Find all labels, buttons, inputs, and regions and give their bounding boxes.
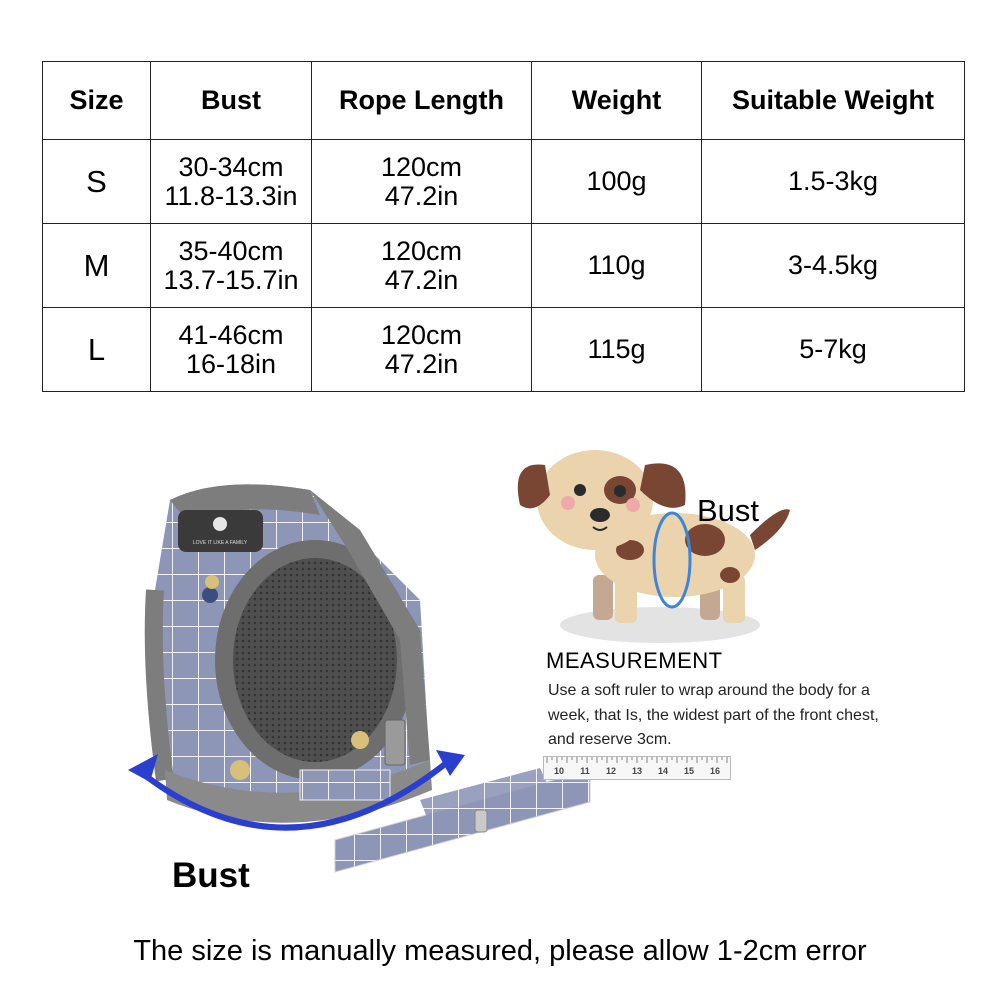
- rope-cm: 120cm: [380, 319, 463, 350]
- bust-cell: [151, 308, 312, 392]
- header-suitable-weight: Suitable Weight: [702, 62, 965, 140]
- rope-cell: [312, 224, 532, 308]
- bust-in: 11.8-13.3in: [164, 180, 298, 211]
- size-cell: S: [43, 140, 151, 224]
- ruler-tick-label: 13: [631, 766, 643, 776]
- arrow-head-left-icon: [128, 754, 158, 782]
- rope-cell: [312, 140, 532, 224]
- table-header-row: [43, 62, 965, 140]
- rope-in: 47.2in: [384, 264, 459, 295]
- size-cell: L: [43, 308, 151, 392]
- measurement-instructions: Use a soft ruler to wrap around the body for a week, that Is, the widest part of the front chest, and reserve 3cm.: [548, 682, 879, 748]
- suitable-weight-cell: 1.5-3kg: [702, 140, 965, 224]
- rope-in: 47.2in: [384, 348, 459, 379]
- ruler-tick-label: 10: [553, 766, 565, 776]
- ruler-icon: [543, 756, 731, 780]
- ruler-tick-label: 16: [709, 766, 721, 776]
- bust-cm: 41-46cm: [178, 319, 284, 350]
- header-size: Size: [43, 62, 151, 140]
- paw-icon: [213, 517, 227, 531]
- rope-cm: 120cm: [380, 235, 463, 266]
- weight-cell: 115g: [532, 308, 702, 392]
- size-table: [42, 61, 965, 392]
- rope-in: 47.2in: [384, 180, 459, 211]
- bust-cell: [151, 140, 312, 224]
- bust-cell: [151, 224, 312, 308]
- suitable-weight-cell: 5-7kg: [702, 308, 965, 392]
- rope-cell: [312, 308, 532, 392]
- table-row: [43, 224, 965, 308]
- arrow-head-right-icon: [436, 750, 465, 776]
- bust-in: 13.7-15.7in: [163, 264, 299, 295]
- table-row: [43, 140, 965, 224]
- bust-cm: 30-34cm: [178, 151, 284, 182]
- ruler-tick-label: 12: [605, 766, 617, 776]
- measurement-title: MEASUREMENT: [546, 648, 723, 673]
- table-row: [43, 308, 965, 392]
- bust-cm: 35-40cm: [178, 235, 284, 266]
- ruler-tick-label: 15: [683, 766, 695, 776]
- dog-illustration: [505, 435, 805, 650]
- weight-cell: 110g: [532, 224, 702, 308]
- header-rope-length: Rope Length: [312, 62, 532, 140]
- bust-label: Bust: [172, 856, 250, 895]
- ruler-tick-label: 11: [580, 766, 590, 776]
- header-bust: Bust: [151, 62, 312, 140]
- harness-vest: [154, 484, 432, 822]
- weight-cell: 100g: [532, 140, 702, 224]
- harness-badge-text: LOVE IT LIKE A FAMILY: [192, 540, 248, 546]
- bust-in: 16-18in: [185, 348, 277, 379]
- suitable-weight-cell: 3-4.5kg: [702, 224, 965, 308]
- dog-bust-label: Bust: [697, 493, 760, 528]
- footer-note: The size is manually measured, please allow 1-2cm error: [133, 935, 867, 967]
- header-weight: Weight: [532, 62, 702, 140]
- size-cell: M: [43, 224, 151, 308]
- ruler-tick-label: 14: [657, 766, 669, 776]
- rope-cm: 120cm: [380, 151, 463, 182]
